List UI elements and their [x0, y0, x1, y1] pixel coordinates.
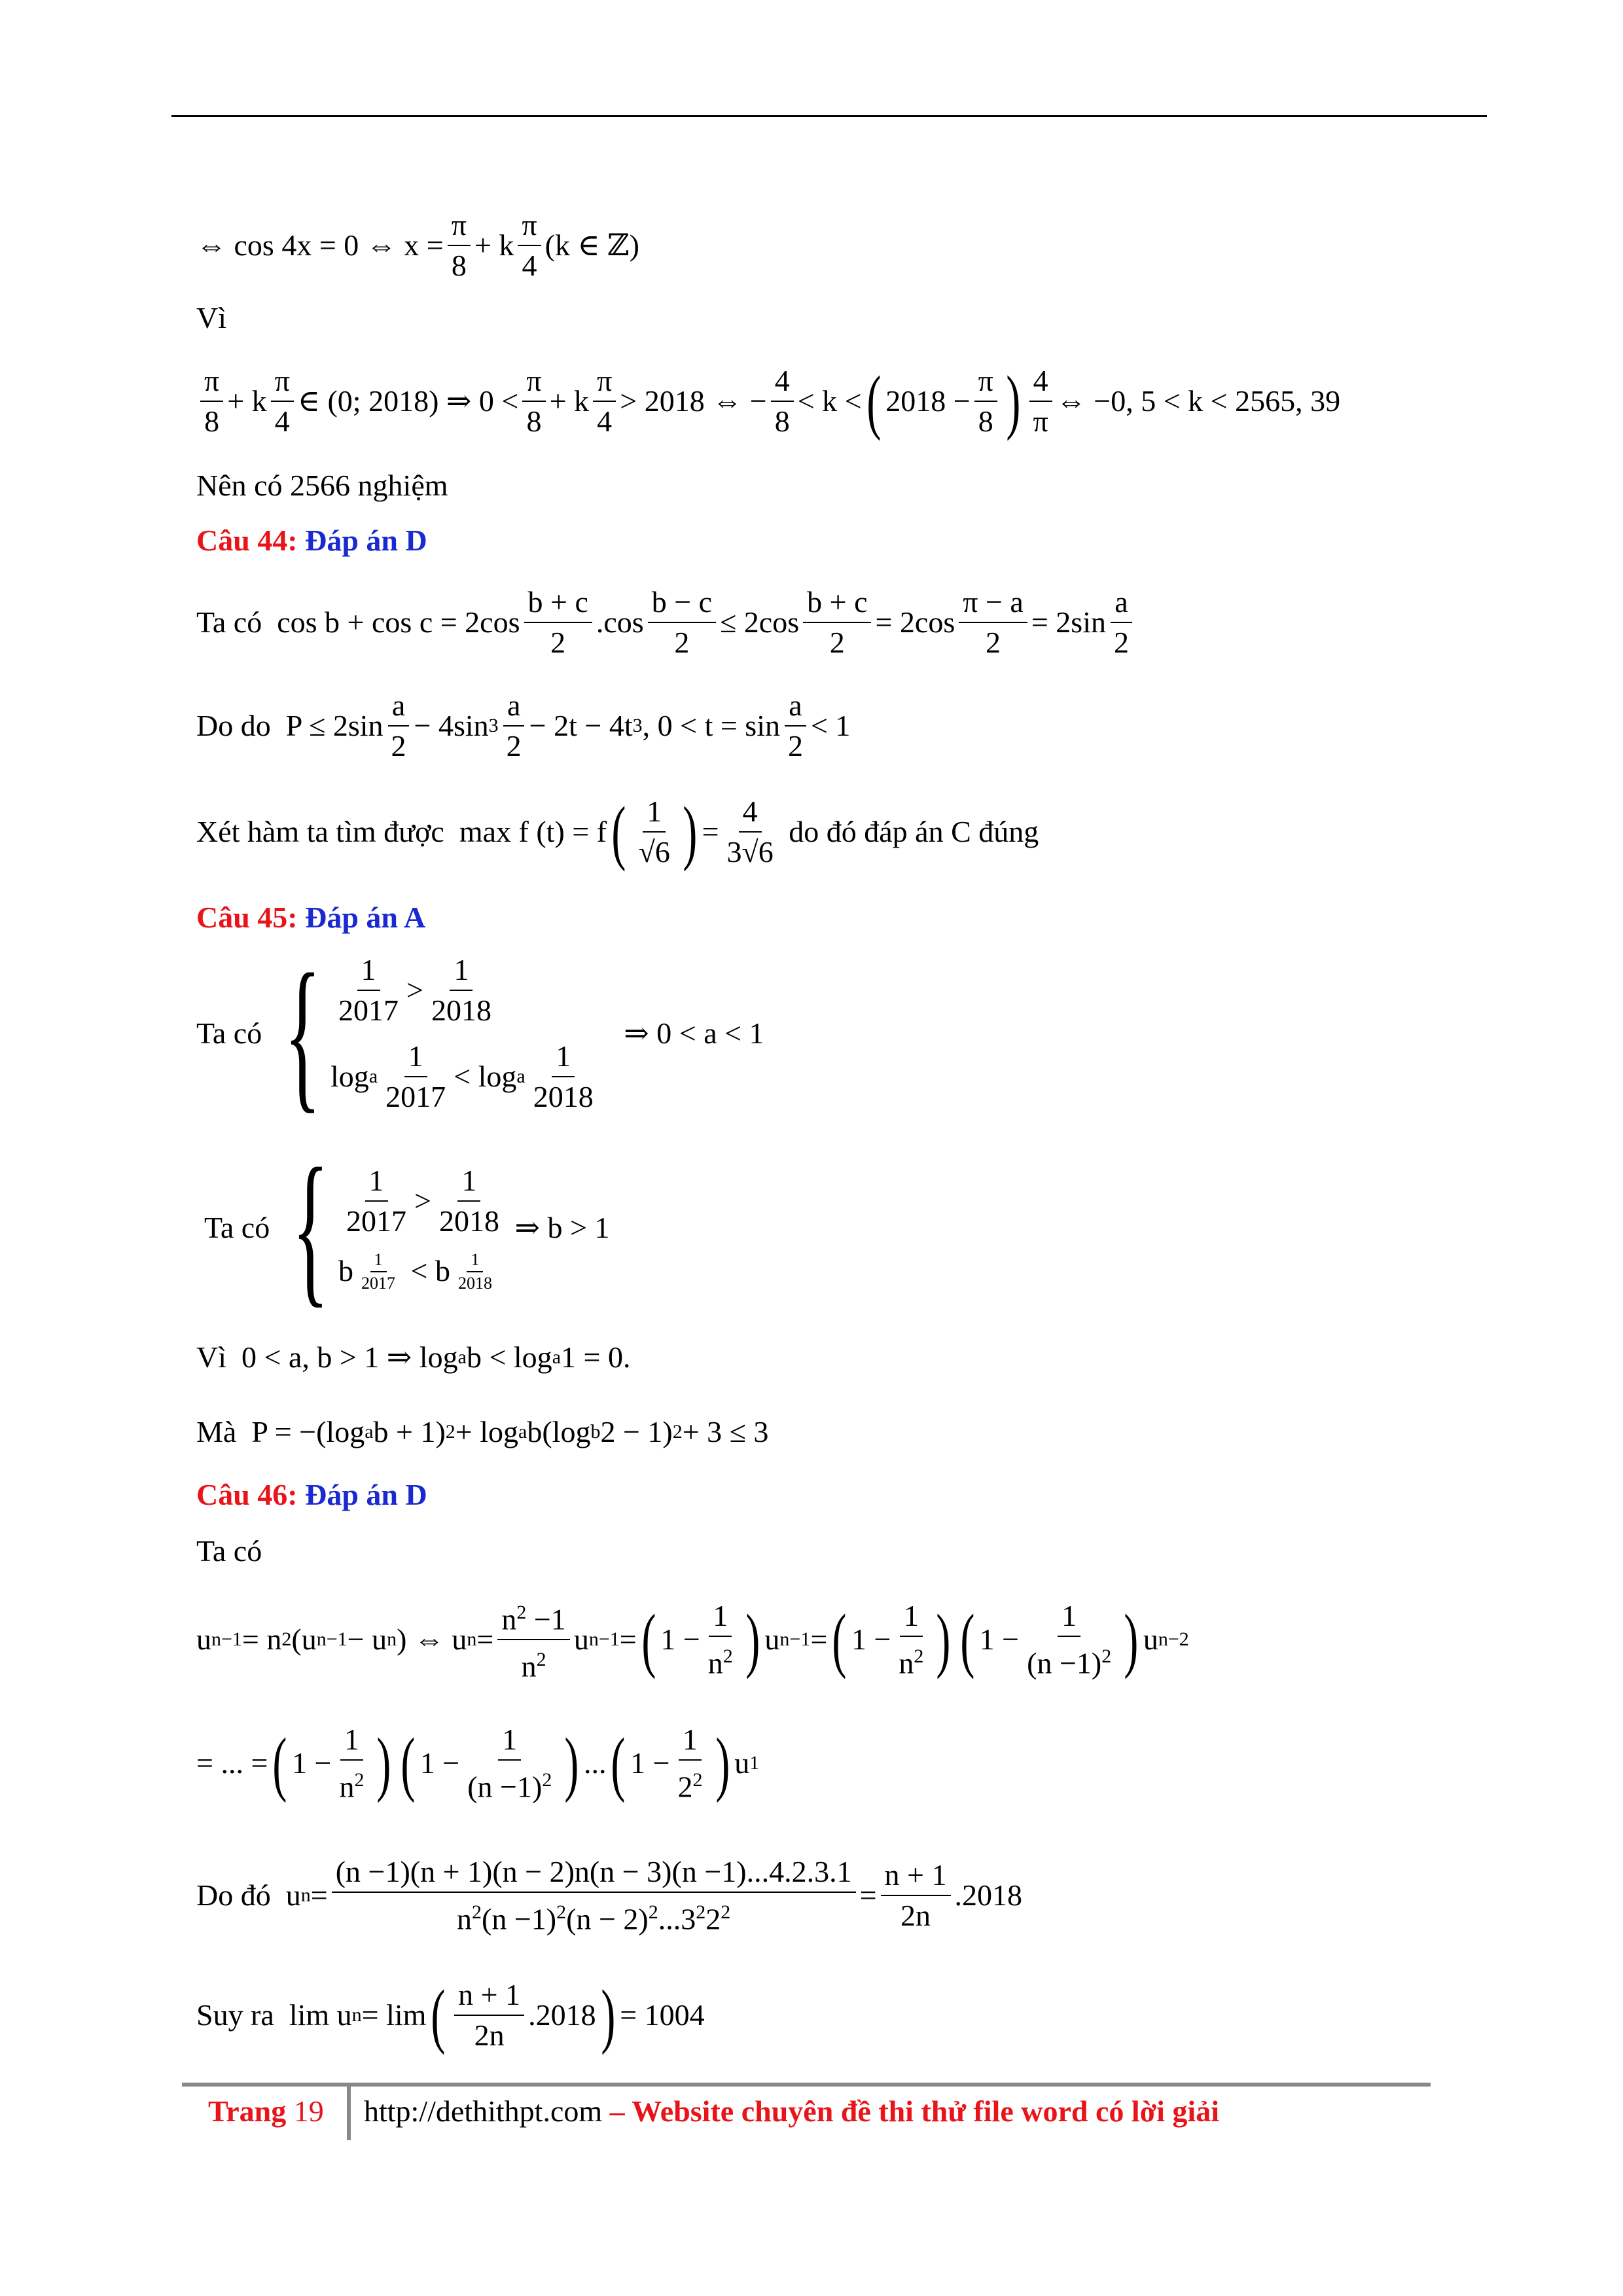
prefix: Do do	[196, 709, 271, 742]
page-label: Trang	[208, 2094, 287, 2128]
q44-line2: Do do P ≤ 2sin $\frac{a}{2}$ − 4sin 3 $\frac{a}{2}$ − 2t − 4t 3 , 0 < t = sin $\frac{a}{2}$ < 1	[196, 689, 851, 762]
prefix: Do đó	[196, 1878, 271, 1912]
prefix: Ta có	[204, 1211, 270, 1244]
q46-line1: Ta có	[196, 1534, 262, 1568]
question-44-heading	[196, 521, 427, 560]
prefix: Xét hàm ta tìm được	[196, 815, 444, 848]
page-number: 19	[293, 2094, 324, 2128]
header-rule	[171, 115, 1487, 117]
q45-line4: Mà P = −(log a b + 1) 2 + log a b(log b 2 − 1) 2 + 3 ≤ 3	[196, 1410, 768, 1452]
footer-slogan: – Website chuyên đề thi thử file word có lời giải	[609, 2094, 1219, 2128]
suffix: do đó đáp án C đúng	[789, 815, 1039, 848]
footer-site	[364, 2092, 1219, 2131]
answer-label: Đáp án D	[305, 524, 427, 557]
prefix: Suy ra	[196, 1998, 274, 2032]
q46-line4: Do đó u n = $\frac{(n -1)(n + 1)(n - 2)n(n - 3)(n -1)...4.2.3.1}{n^2(n -1)^2(n - 2)^2...3^22^2}$ = $\frac{n + 1}{2n}$ .2018	[196, 1855, 1022, 1936]
equation-k-range: $\frac{\pi}{8}$ + k $\frac{\pi}{4}$ ∈ (0; 2018) ⇒ 0 < $\frac{\pi}{8}$ + k $\frac{\pi}{4}$ > 2018 ⇔ − $\frac{4}{8}$ < k < ( 2018 − $\frac{\pi}{8}$ ) $\frac{4}{\pi}$ ⇔ −0, 5 < k < 2565, 39	[196, 364, 1340, 439]
prefix: Ta có	[196, 605, 262, 639]
answer-label: Đáp án D	[305, 1478, 427, 1511]
result: ⇒ 0 < a < 1	[624, 1016, 764, 1050]
q45-system1: Ta có { $\frac{1}{2017}$ > $\frac{1}{2018}$ log a $\frac{1}{2017}$ < log a $\frac{1}{2018}$ ⇒ 0 < a < 1	[196, 939, 764, 1128]
question-number: Câu 45:	[196, 901, 298, 934]
footer-page	[208, 2092, 324, 2131]
prefix: Vì	[196, 1340, 226, 1374]
footer-divider	[347, 2087, 351, 2140]
result: ⇒ b > 1	[514, 1211, 610, 1244]
question-45-heading	[196, 898, 425, 937]
q46-line5: Suy ra lim u n = lim ( $\frac{n + 1}{2n}$ .2018 ) = 1004	[196, 1975, 705, 2055]
text-conclusion: Nên có 2566 nghiệm	[196, 469, 448, 502]
prefix: Ta có	[196, 1016, 262, 1050]
q46-line2: u n−1 = n 2 (u n−1 − u n ) ⇔ u n = $\frac{n^2 -1}{n^2}$ u n−1 = ( 1 − $\frac{1}{n^2}$ ) u n−1 = ( 1 − $\frac{1}{n^2}$ ) ( 1 − $\frac{1}{(n -1)^2}$ ) u n−2	[196, 1596, 1189, 1684]
equation-cos4x: ⇔ cos 4x = 0 ⇔ x = $\frac{\pi}{8}$ + k $\frac{\pi}{4}$ (k ∈ ℤ)	[196, 208, 639, 282]
answer-label: Đáp án A	[305, 901, 426, 934]
q44-line1: Ta có cos b + cos c = 2cos $\frac{b + c}{2}$ .cos $\frac{b - c}{2}$ ≤ 2cos $\frac{b + c}{2}$ = 2cos $\frac{\pi - a}{2}$ = 2sin $\frac{a}{2}$	[196, 585, 1137, 660]
text-vi: Vì	[196, 301, 226, 334]
footer-rule	[182, 2083, 1431, 2087]
question-46-heading	[196, 1475, 427, 1515]
q45-system2: Ta có { $\frac{1}{2017}$ > $\frac{1}{2018}$ b $\frac{1}{2017}$ < b $\frac{1}{2018}$ ⇒ b > 1	[204, 1134, 610, 1322]
question-number: Câu 46:	[196, 1478, 298, 1511]
q45-line3: Vì 0 < a, b > 1 ⇒ log a b < log a 1 = 0.	[196, 1335, 630, 1377]
q44-line3: Xét hàm ta tìm được max f (t) = f ( $\frac{1}{√6}$ ) = $\frac{4}{3√6}$ do đó đáp án C đúng	[196, 792, 1039, 872]
q46-line3: = ... = ( 1 − $\frac{1}{n^2}$ ) ( 1 − $\frac{1}{(n -1)^2}$ ) ... ( 1 − $\frac{1}{2^2}$ ) u 1	[196, 1723, 760, 1804]
prefix: Mà	[196, 1415, 237, 1449]
footer-url[interactable]: http://dethithpt.com	[364, 2094, 603, 2128]
question-number: Câu 44:	[196, 524, 298, 557]
